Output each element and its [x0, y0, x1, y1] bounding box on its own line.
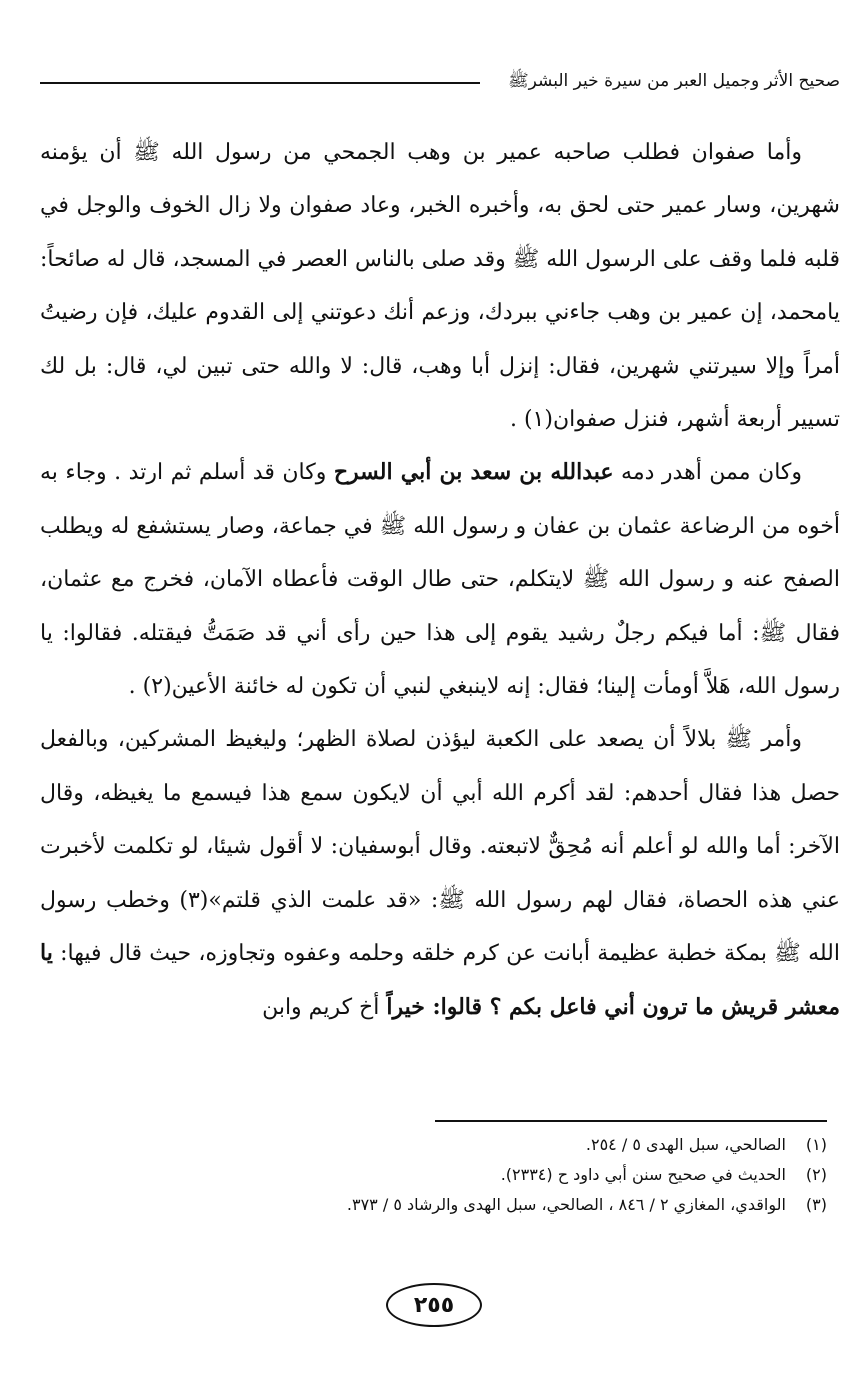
footnote-3-number: (٣): [805, 1195, 827, 1214]
footnote-rule: [435, 1120, 827, 1122]
paragraph-2-bold-name: عبدالله بن سعد بن أبي السرح: [333, 459, 614, 486]
paragraph-2: [40, 446, 840, 713]
paragraph-1-text: وأما صفوان فطلب صاحبه عمير بن وهب الجمحي من رسول الله ﷺ أن يؤمنه شهرين، وسار عمير حتى لحق به، وأخبره الخبر، وعاد صفوان ولا زال الخوف والوجل في قلبه فلما وقف على الرسول الله ﷺ وقد صلى بالناس العصر في المسجد، قال له صائحاً: يامحمد، إن عمير بن وهب جاءني ببردك، وزعم أنك دعوتني إلى القدوم عليك، فإن رضيتُ أمراً وإلا سيرتني شهرين، فقال: إنزل أبا وهب، قال: لا والله حتى تبين لي، قال: بل لك تسيير أربعة أشهر، فنزل صفوان(١) .: [40, 140, 840, 433]
paragraph-1: [40, 126, 840, 446]
main-text: [40, 126, 840, 1034]
footnote-2-number: (٢): [805, 1165, 827, 1184]
running-header: [40, 62, 840, 102]
paragraph-2-text-a: وكان ممن أهدر دمه: [613, 460, 802, 486]
footnote-1: [47, 1130, 827, 1160]
footnote-1-text: الصالحي، سبل الهدى ٥ / ٢٥٤.: [585, 1135, 786, 1154]
footnote-1-number: (١): [805, 1135, 827, 1154]
footnote-2: [47, 1160, 827, 1190]
footnote-2-text: الحديث في صحيح سنن أبي داود ح (٢٣٣٤).: [500, 1165, 786, 1184]
footnote-3: [47, 1190, 827, 1220]
footnote-3-text: الواقدي، المغازي ٢ / ٨٤٦ ، الصالحي، سبل الهدى والرشاد ٥ / ٣٧٣.: [346, 1195, 786, 1214]
page-number-text: ٢٥٥: [413, 1292, 455, 1318]
paragraph-2-text-b: وكان قد أسلم ثم ارتد . وجاء به أخوه من الرضاعة عثمان بن عفان و رسول الله ﷺ في جماعة، وصار يستشفع له ويطلب الصفح عنه و رسول الله ﷺ لايتكلم، حتى طال الوقت فأعطاه الآمان، فخرج مع عثمان، فقال ﷺ: أما فيكم رجلٌ رشيد يقوم إلى هذا حين رأى أني قد صَمَتُّ فيقتله. فقالوا: يا رسول الله، هَلاَّ أومأت إلينا؛ فقال: إنه لاينبغي لنبي أن تكون له خائنة الأعين(٢) .: [40, 460, 840, 700]
paragraph-3-text-b: أخ كريم وابن: [262, 994, 387, 1020]
paragraph-3: [40, 713, 840, 1033]
paragraph-3-bold-quote: يا معشر قريش ما ترون أني فاعل بكم ؟ قالوا: خيراً: [40, 940, 840, 1020]
header-title: صحيح الأثر وجميل العبر من سيرة خير البشرﷺ: [508, 71, 840, 91]
footnotes: [47, 1130, 827, 1220]
header-rule: [40, 82, 480, 84]
page-number: [386, 1283, 482, 1327]
paragraph-3-text-a: وأمر ﷺ بلالاً أن يصعد على الكعبة ليؤذن لصلاة الظهر؛ وليغيظ المشركين، وبالفعل حصل هذا فقال أحدهم: لقد أكرم الله أبي أن لايكون سمع هذا فيسمع ما يغيظه، وقال الآخر: أما والله لو أعلم أنه مُحِقٌّ لاتبعته. وقال أبوسفيان: لا أقول شيئا، لو تكلمت لأخبرت عني هذه الحصاة، فقال لهم رسول الله ﷺ: «قد علمت الذي قلتم»(٣) وخطب رسول الله ﷺ بمكة خطبة عظيمة أبانت عن كرم خلقه وحلمه وعفوه وتجاوزه، حيث قال فيها:: [40, 727, 840, 967]
